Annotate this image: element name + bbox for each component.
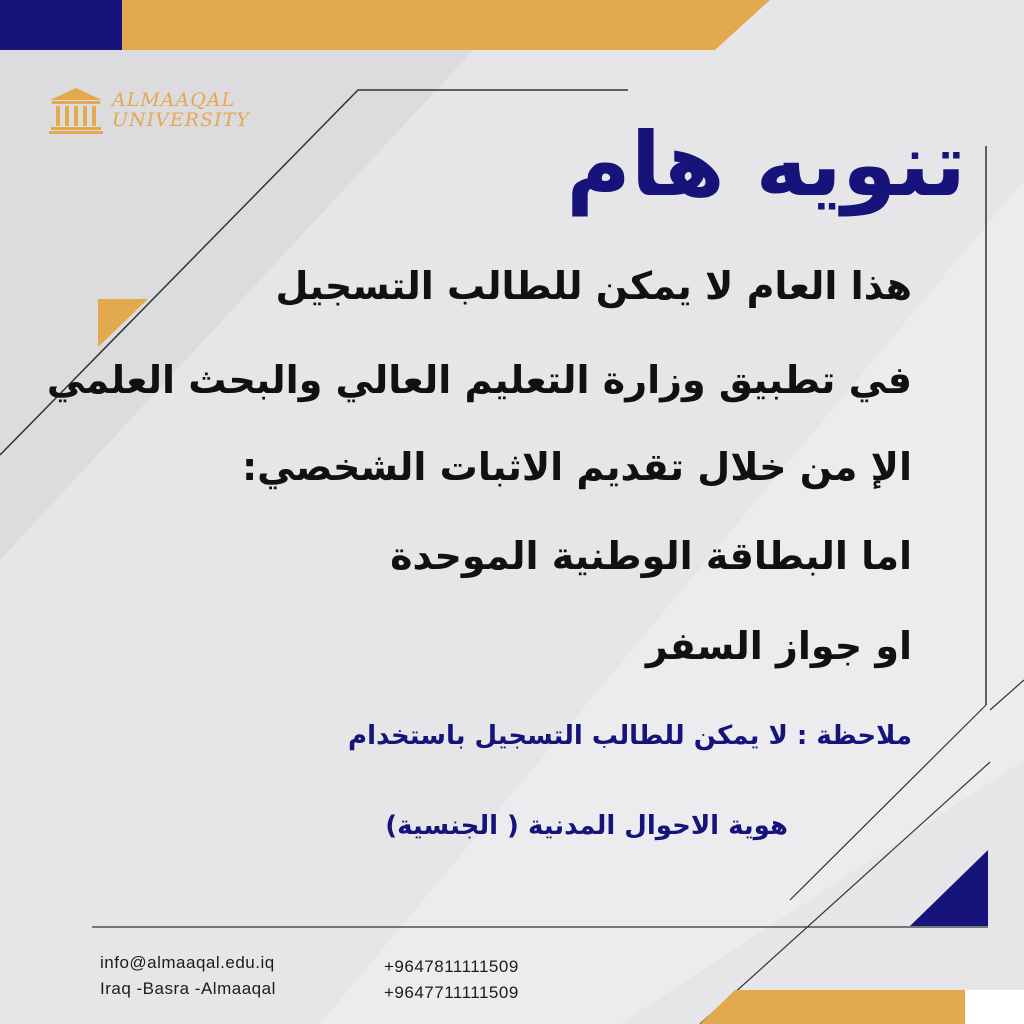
navy-triangle xyxy=(910,850,988,926)
notice-line-5: او جواز السفر xyxy=(645,624,912,668)
footer-phone-2[interactable]: +9647711111509 xyxy=(384,983,519,1002)
footer-contact-phones xyxy=(384,954,519,1006)
footer-address: Iraq -Basra -Almaaqal xyxy=(100,979,276,998)
top-navy-bar xyxy=(0,0,122,50)
notice-line-2: في تطبيق وزارة التعليم العالي والبحث العلمي xyxy=(46,358,912,402)
logo-line2: UNIVERSITY xyxy=(112,109,250,131)
notice-line-3: الإ من خلال تقديم الاثبات الشخصي: xyxy=(241,445,912,489)
university-logo xyxy=(48,86,250,134)
footer-phone-1[interactable]: +9647811111509 xyxy=(384,957,519,976)
top-gold-bar xyxy=(122,0,770,50)
note-line-1: ملاحظة : لا يمكن للطالب التسجيل باستخدام xyxy=(348,721,912,751)
bottom-white-corner xyxy=(965,990,1024,1024)
building-icon xyxy=(48,86,104,134)
note-line-2: هوية الاحوال المدنية ( الجنسية) xyxy=(385,811,788,841)
logo-wordmark xyxy=(112,90,250,130)
notice-line-4: اما البطاقة الوطنية الموحدة xyxy=(390,534,912,578)
notice-title: تنويه هام xyxy=(566,113,966,216)
notice-line-1: هذا العام لا يمكن للطالب التسجيل xyxy=(275,264,912,308)
bottom-gold-bar xyxy=(700,990,965,1024)
footer-email[interactable]: info@almaaqal.edu.iq xyxy=(100,953,275,972)
footer-contact-left xyxy=(100,950,276,1002)
logo-line1: ALMAAQAL xyxy=(112,89,236,111)
